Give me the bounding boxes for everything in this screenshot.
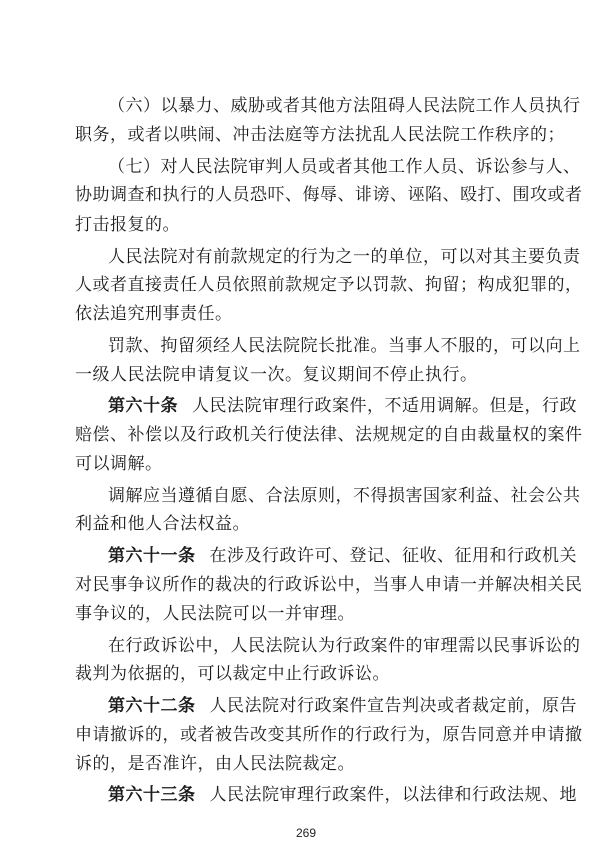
text-line: [108, 785, 577, 805]
page-number: 269: [295, 826, 317, 840]
text-line: 依法追究刑事责任。: [75, 304, 233, 324]
text-line: [108, 696, 577, 716]
text-line: （六）以暴力、威胁或者其他方法阻碍人民法院工作人员执行: [108, 96, 581, 116]
text-line: 对民事争议所作的裁决的行政诉讼中，当事人申请一并解决相关民: [75, 575, 583, 595]
article-text: 在涉及行政许可、登记、征收、征用和行政机关: [209, 546, 577, 566]
text-line: 诉的，是否准许，由人民法院裁定。: [75, 754, 355, 774]
text-line: 职务，或者以哄闹、冲击法庭等方法扰乱人民法院工作秩序的；: [75, 125, 565, 145]
text-line: 事争议的，人民法院可以一并审理。: [75, 604, 355, 624]
text-line: [108, 396, 577, 416]
article-heading: 第六十一条: [108, 546, 196, 566]
text-line: 申请撤诉的，或者被告改变其所作的行政行为，原告同意并申请撤: [75, 725, 583, 745]
text-line: 人民法院对有前款规定的行为之一的单位，可以对其主要负责: [108, 247, 581, 267]
text-line: 利益和他人合法权益。: [75, 514, 250, 534]
text-line: 一级人民法院申请复议一次。复议期间不停止执行。: [75, 365, 478, 385]
text-line: 打击报复的。: [75, 215, 180, 235]
text-line: [108, 546, 577, 566]
text-line: 人或者直接责任人员依照前款规定予以罚款、拘留；构成犯罪的，: [75, 275, 583, 295]
article-heading: 第六十三条: [108, 785, 196, 805]
text-line: 裁判为依据的，可以裁定中止行政诉讼。: [75, 664, 390, 684]
text-line: 在行政诉讼中，人民法院认为行政案件的审理需以民事诉讼的: [108, 636, 581, 656]
article-text: 人民法院审理行政案件，不适用调解。但是，行政: [192, 396, 577, 416]
text-line: 可以调解。: [75, 454, 163, 474]
text-line: 协助调查和执行的人员恐吓、侮辱、诽谤、诬陷、殴打、围攻或者: [75, 185, 583, 205]
text-line: 罚款、拘留须经人民法院院长批准。当事人不服的，可以向上: [108, 336, 581, 356]
text-line: （七）对人民法院审判人员或者其他工作人员、诉讼参与人、: [108, 157, 581, 177]
text-line: 调解应当遵循自愿、合法原则，不得损害国家利益、社会公共: [108, 486, 581, 506]
article-text: 人民法院对行政案件宣告判决或者裁定前，原告: [209, 696, 577, 716]
text-line: 赔偿、补偿以及行政机关行使法律、法规规定的自由裁量权的案件: [75, 425, 583, 445]
article-heading: 第六十条: [108, 396, 178, 416]
article-text: 人民法院审理行政案件，以法律和行政法规、地: [209, 785, 577, 805]
article-heading: 第六十二条: [108, 696, 196, 716]
